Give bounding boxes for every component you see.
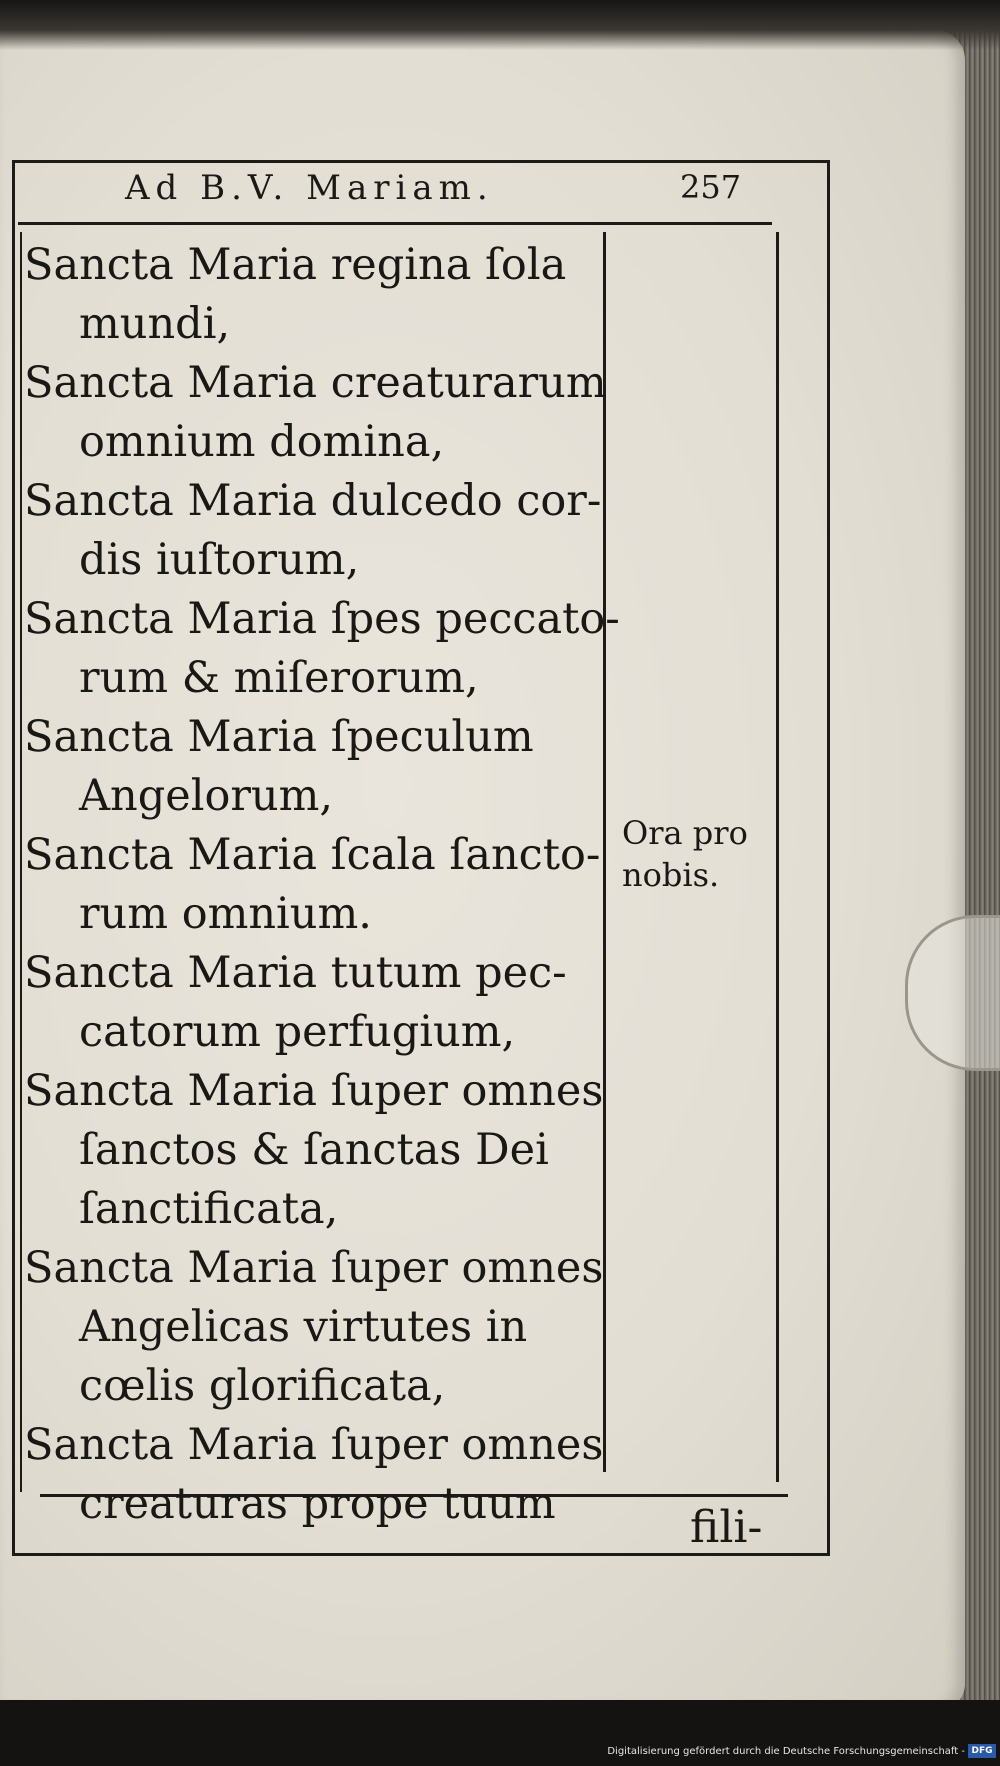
litany-line: ſanctificata, (79, 1184, 339, 1234)
header-rule (18, 222, 772, 225)
litany-line: Angelicas virtutes in (79, 1302, 528, 1352)
digitization-notice: Digitalisierung gefördert durch die Deutsche Forschungsgemeinschaft - (607, 1746, 965, 1757)
litany-line: Sancta Maria creaturarum (24, 358, 607, 408)
litany-text (24, 236, 620, 1534)
litany-line: dis iuſtorum, (79, 535, 360, 585)
litany-line: Sancta Maria dulcedo cor- (24, 476, 602, 526)
litany-line: Sancta Maria ſuper omnes (24, 1243, 604, 1293)
litany-line: Sancta Maria ſuper omnes (24, 1066, 604, 1116)
litany-line: Sancta Maria ſuper omnes (24, 1420, 604, 1470)
litany-line: cœlis glorificata, (79, 1361, 446, 1411)
litany-line: Angelorum, (79, 771, 334, 821)
inner-left-rule (20, 232, 22, 1492)
litany-line: Sancta Maria regina ſola (24, 240, 567, 290)
response-text (622, 812, 782, 896)
page-number: 257 (680, 168, 742, 206)
top-shadow (0, 0, 1000, 50)
catchword: fili- (690, 1502, 763, 1553)
litany-line: ſanctos & ſanctas Dei (79, 1125, 549, 1175)
litany-line: rum omnium. (79, 889, 372, 939)
litany-line: creaturas prope tuum (79, 1479, 556, 1529)
response-line: nobis. (622, 856, 720, 894)
litany-line: Sancta Maria ſpes peccato- (24, 594, 620, 644)
litany-line: Sancta Maria ſpeculum (24, 712, 534, 762)
litany-line: omnium domina, (79, 417, 445, 467)
litany-line: rum & miſerorum, (79, 653, 479, 703)
litany-line: Sancta Maria ſcala ſancto- (24, 830, 601, 880)
dfg-logo: DFG (968, 1744, 996, 1758)
response-line: Ora pro (622, 814, 748, 852)
litany-line: mundi, (79, 299, 231, 349)
running-head: Ad B.V. Mariam. (125, 168, 494, 208)
litany-line: catorum perfugium, (79, 1007, 516, 1057)
litany-line: Sancta Maria tutum pec- (24, 948, 567, 998)
